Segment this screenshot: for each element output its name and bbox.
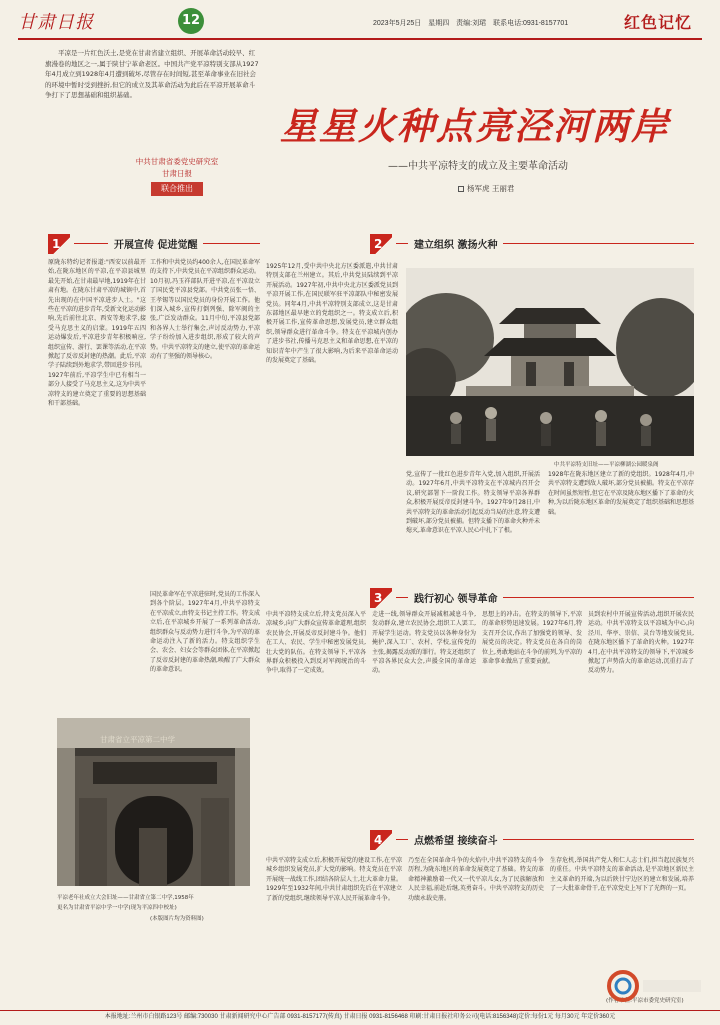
section-3-col-3: 思想上的冲击。在特支的领导下,平凉的革命形势迅速发展。1927年6月,特支召开会议,作出了加强党的领导、发展党员的决定。特支党员在各自的岗位上,勇敢地站在斗争的前列,为平凉的革命事业做出了重要贡献。: [482, 611, 582, 666]
pavilion-illustration: [406, 268, 694, 456]
article-title: 星星火种点亮泾河两岸: [280, 105, 670, 148]
sponsor-block: [118, 156, 236, 196]
bottom-photo-caption-1: 平凉老年社成立大会旧址——甘肃省立第二中学,1958年: [57, 895, 194, 901]
watermark-logo: [605, 968, 705, 1004]
header-info: [373, 18, 573, 28]
section-2-header: [370, 234, 694, 254]
author-names: 杨军虎 王丽君: [467, 184, 515, 193]
page-number-badge: 12: [178, 8, 204, 34]
section-2-number: 2: [370, 234, 392, 254]
footer: 本报地址:兰州市白银路123号 邮编:730030 甘肃新闻研究中心广告部 0931-8157177(传真) 甘肃日报 0931-8156468 印刷:甘肃日报社印务公司(电话:8156348)定价:每份1元 每月30元 年定价360元: [0, 1010, 720, 1025]
article-subtitle: ——中共平凉特支的成立及主要革命活动: [388, 161, 568, 172]
watermark-icon: [605, 968, 705, 1004]
editor: 责编:刘珺: [456, 20, 487, 27]
section-1-number: 1: [48, 234, 70, 254]
section-name: 红色记忆: [624, 13, 693, 32]
section-4-col-2: 乃至在全国革命斗争的火焰中,中共平凉特支的斗争历程,为陇东地区的革命发展奠定了基础。特支的革命精神激励着一代又一代平凉儿女,为了民族解放和人民幸福,前赴后继,英勇奋斗。中共平凉特支的历史功绩永载史册。: [408, 857, 544, 902]
byline-box-icon: [458, 186, 464, 192]
section-3-header: [370, 588, 694, 608]
newspaper-logo: 甘肃日报: [18, 12, 94, 33]
section-3-title: 践行初心 领导革命: [408, 590, 503, 605]
section-2-col-1: 1925年12月,受中共中央北方区委派遣,中共甘肃特别支部在兰州建立。其后,中共党员陆续到平凉开展活动。1927年初,中共中央北方区委派党员到平凉开展工作,在国民联军驻平凉部队中秘密发展党员。同年4月,中共平凉特别支部成立,这是甘肃东部地区最早建立的党组织之一。特支成立后,积极开展工作,宣传革命思想,发展党员,建立群众组织,领导群众进行革命斗争。特支在平凉城内创办了进步书社,传播马克思主义和革命思想,在平凉的知识青年中产生了很大影响,为后来平凉革命运动的发展奠定了基础。: [266, 263, 398, 365]
masthead: [18, 6, 702, 40]
bottom-photo-caption-2: 更名为甘肃省平凉中学一中学(现为平凉四中校址): [57, 905, 177, 911]
gate-sign: 甘肃省立平凉第二中学: [100, 735, 175, 744]
contact-phone: 联系电话:0931-8157701: [493, 20, 569, 27]
section-1-col-3: 国民革命军在平凉进驻时,党员的工作深入到各个阶层。1927年4月,中共平凉特支在平凉成立,由特支书记主持工作。特支成立后,在平凉城乡开展了一系列革命活动,组织群众与反动势力进行斗争,为平凉的革命运动注入了新的活力。特支组织学生会、农会、妇女会等群众团体,在平凉掀起了反帝反封建的革命热潮,唤醒了广大群众的革命意识。: [150, 591, 260, 674]
pavilion-photo: [406, 268, 694, 456]
section-3-col-2: 走进一线,领导群众开展减租减息斗争,发动群众,建立农民协会,组织工人罢工,开展学生运动。特支党员以各种身份为掩护,深入工厂、农村、学校,宣传党的主张,揭露反动派的罪行。特支还组织了平凉各界民众大会,声援全国的革命运动。: [372, 611, 476, 675]
sponsor-line-1: 中共甘肃省委党史研究室: [135, 157, 219, 166]
section-1-col-2: 工作和中共党员约400余人,在国民革命军的支持下,中共党员在平凉组织群众运动。10月初,冯玉祥部队开进平凉,在平凉设立了国民党平凉县党部。中共党员张一悟、王孝锡等以国民党员的身份开展工作。他们深入城乡,宣传打倒列强、除军阀的主张,广泛发动群众。11月中旬,平凉县党部和各界人士举行集会,声讨反动势力,平凉学子纷纷加入进步组织,形成了较大的声势。中共平凉特支的建立,使平凉的革命运动有了坚强的领导核心。: [150, 259, 260, 361]
byline: [458, 183, 514, 194]
section-4-col-3: 生存危机,举国共产党人和仁人志士们,担当起民族复兴的重任。中共平凉特支的革命活动,是平凉地区新民主主义革命的开端,为以后陕甘宁边区的建立和发展,培养了一大批革命骨干,在平凉党史上写下了光辉的一页。: [550, 857, 694, 893]
intro-text: 平凉是一片红色沃土,是党在甘肃省建立组织、开展革命活动较早、红旗漫卷的地区之一,属于陕甘宁革命老区。中国共产党平凉特别支部从1927年4月成立到1928年4月遭到破坏,尽管存在时间短,甚至革命事业在旧社会的环境中暂时受到挫折,但它的成立及其革命活动为此后在平凉开展革命斗争打下了思想基础和组织基础。: [45, 49, 259, 100]
section-2-col-3: 1928年在陇东地区建立了新的党组织。1928年4月,中共平凉特支遭到敌人破坏,部分党员被捕。特支在平凉存在时间虽然短暂,但它在平凉及陇东地区播下了革命的火种,为以后陇东地区革命的发展奠定了组织基础和思想基础。: [548, 471, 694, 516]
author-note: (作者单位:平凉市委党史研究室): [606, 998, 684, 1004]
bottom-photo-caption-3: (本版图片均为资料图): [150, 916, 204, 922]
section-4-col-1: 中共平凉特支成立后,积极开展党的建设工作,在平凉城乡组织发展党员,扩大党的影响。特支党员在平凉开展统一战线工作,团结各阶层人士,壮大革命力量。1929年至1932年间,中共甘肃组织先后在平凉建立了新的党组织,继续领导平凉人民开展革命斗争。: [266, 857, 402, 902]
sponsor-badge: 联合推出: [151, 182, 203, 196]
top-photo-caption: 中共平凉特支旧址——平凉柳湖公园暖泉阁: [554, 462, 659, 468]
section-4-number: 4: [370, 830, 392, 850]
section-4-header: [370, 830, 694, 850]
section-3-number: 3: [370, 588, 392, 608]
sponsor-line-2: 甘肃日报: [162, 169, 192, 178]
section-1-title: 开展宣传 促进觉醒: [108, 236, 203, 251]
section-2-col-2: 党,宣传了一批红色进步青年入党,加入组织,开展活动。1927年6月,中共平凉特支在平凉城内召开会议,研究部署下一阶段工作。特支领导平凉各界群众,积极开展反帝反封建斗争。1927年9月28日,中共平凉特支的革命活动引起反动当局的注意,特支遭到破坏,部分党员被捕。但特支播下的革命火种并未熄灭,革命意识在平凉人民心中扎下了根。: [406, 471, 540, 535]
section-2-title: 建立组织 激扬火种: [408, 236, 503, 251]
section-4-title: 点燃希望 接续奋斗: [408, 832, 503, 847]
intro-box: [45, 48, 260, 248]
section-3-col-1: 中共平凉特支成立后,特支党员深入平凉城乡,向广大群众宣传革命道理,组织农民协会,开展反帝反封建斗争。他们在工人、农民、学生中秘密发展党员,壮大党的队伍。在特支领导下,平凉各界群众积极投入到反对军阀统治的斗争中,取得了一定成效。: [266, 611, 366, 675]
issue-date: 2023年5月25日: [373, 20, 422, 27]
issue-weekday: 星期四: [428, 20, 450, 27]
section-1-col-1: 原陇东特约记者报道:"西安以前最开始,在陇东地区的平凉,在平凉县城里最先开始,在甘肃最早地,1919年在甘肃有地。在陇东甘肃平凉的城镇中,首先出现的在中国平凉进步人士。"这些在平凉的进步青年,受新文化运动影响,先后前往北京、西安等地求学,接受马克思主义的启蒙。1919年五四运动爆发后,平凉进步青年积极响应,组织宣传、游行、罢课等活动,在平凉掀起了反帝反封建的热潮。此后,平凉学子陆续到外地求学,带回进步书刊。1927年前后,平凉学生中已有相当一部分人接受了马克思主义,这为中共平凉特支的建立奠定了重要的思想基础和干部基础。: [48, 259, 146, 408]
section-3-col-4: 员到农村中开展宣传活动,组织开展农民运动。中共平凉特支以平凉城为中心,向泾川、华亭、崇信、灵台等地发展党员,在陇东地区播下了革命的火种。1927年4月,在中共平凉特支的领导下,平凉城乡掀起了声势浩大的革命运动,沉重打击了反动势力。: [588, 611, 694, 675]
section-1-header: [48, 234, 260, 254]
